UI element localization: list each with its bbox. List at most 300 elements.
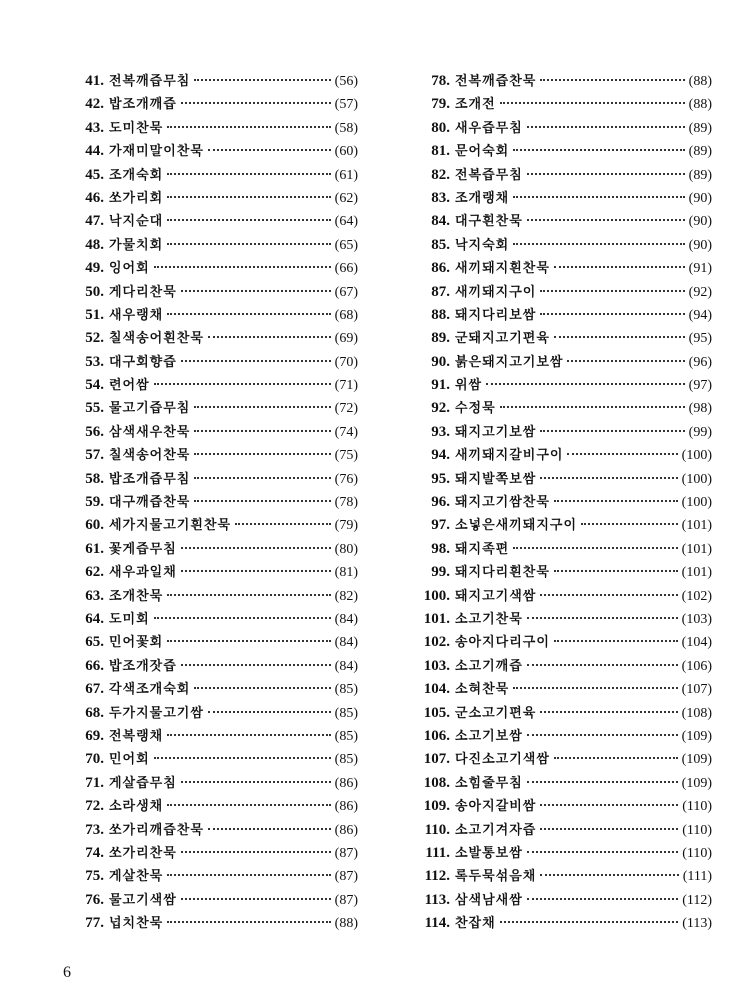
entry-page: (58) [334,120,358,136]
dot-leader [540,828,678,830]
toc-entry [414,702,712,725]
entry-title: 조개찬묵 [109,588,164,604]
toc-entry [68,491,358,514]
toc-entry [414,561,712,584]
entry-page: (82) [334,588,358,604]
entry-title: 소라생채 [109,799,164,815]
entry-page: (68) [334,307,358,323]
entry-page: (72) [334,401,358,417]
entry-title: 송아지다리구이 [455,635,550,651]
dot-leader [513,687,677,689]
entry-page: (61) [334,167,358,183]
dot-leader [167,594,330,596]
entry-title: 전복랭채 [109,728,164,744]
entry-page: (88) [334,916,358,932]
toc-entry [68,514,358,537]
entry-number: 44. [85,143,104,160]
dot-leader [527,617,678,619]
entry-number: 68. [85,704,104,721]
entry-number: 70. [85,751,104,768]
dot-leader [554,266,685,268]
entry-title: 군소고기편육 [455,705,537,721]
toc-entry [414,397,712,420]
entry-page: (69) [334,331,358,347]
entry-page: (87) [334,892,358,908]
entry-title: 잉어회 [109,261,150,277]
entry-number: 109. [423,798,450,815]
dot-leader [181,102,331,104]
entry-title: 전복깨즙찬묵 [455,74,537,89]
entry-title: 군돼지고기편육 [455,331,550,347]
entry-number: 46. [85,189,104,206]
entry-title: 돼지고기보쌈 [455,424,537,440]
entry-number: 89. [431,330,450,347]
entry-number: 100. [423,587,450,604]
entry-title: 쏘가리회 [109,190,164,206]
toc-entry [414,210,712,233]
entry-title: 소넣은새끼돼지구이 [455,518,578,534]
entry-page: (74) [334,424,358,440]
entry-title: 수정묵 [455,401,496,417]
entry-number: 85. [431,236,450,253]
entry-page: (91) [688,261,712,277]
entry-number: 82. [431,166,450,183]
toc-entry [414,468,712,491]
dot-leader [500,406,685,408]
entry-page: (67) [334,284,358,300]
entry-page: (57) [334,97,358,113]
entry-title: 밥조개즙무침 [109,471,191,487]
entry-title: 세가지물고기흰찬묵 [109,518,232,534]
entry-number: 58. [85,470,104,487]
dot-leader [554,757,678,759]
entry-number: 60. [85,517,104,534]
dot-leader [527,173,685,175]
entry-number: 87. [431,283,450,300]
toc-entry [68,912,358,935]
entry-number: 77. [85,915,104,932]
dot-leader [167,243,330,245]
dot-leader [194,477,330,479]
toc-entry [414,585,712,608]
entry-number: 95. [431,470,450,487]
dot-leader [554,570,678,572]
entry-page: (87) [334,845,358,861]
entry-number: 42. [85,96,104,113]
dot-leader [500,921,679,923]
entry-title: 물고기즙무침 [109,401,191,417]
entry-number: 102. [423,634,450,651]
entry-page: (75) [334,448,358,464]
entry-title: 새끼돼지갈비구이 [455,448,564,464]
toc-entry [68,421,358,444]
entry-number: 51. [85,306,104,323]
toc-left-column [68,70,358,935]
dot-leader [181,664,331,666]
entry-title: 조개전 [455,97,496,113]
entry-page: (84) [334,635,358,651]
entry-title: 물고기색쌈 [109,892,177,908]
entry-title: 문어숙회 [455,144,510,160]
toc-entry [414,772,712,795]
entry-number: 49. [85,260,104,277]
dot-leader [581,523,678,525]
toc-entry [68,865,358,888]
entry-title: 게다리찬묵 [109,284,177,300]
dot-leader [527,219,685,221]
toc-entry [414,819,712,842]
entry-page: (60) [334,144,358,160]
toc-entry [68,678,358,701]
toc-entry [68,187,358,210]
toc-entry [68,281,358,304]
dot-leader [513,149,684,151]
entry-number: 79. [431,96,450,113]
toc-entry [68,889,358,912]
entry-page: (88) [688,97,712,113]
entry-number: 67. [85,681,104,698]
toc-entry [68,397,358,420]
dot-leader [181,781,331,783]
toc-entry [68,93,358,116]
entry-page: (99) [688,424,712,440]
entry-number: 78. [431,73,450,89]
toc-entry [414,655,712,678]
entry-number: 72. [85,798,104,815]
dot-leader [527,898,678,900]
entry-page: (62) [334,190,358,206]
entry-title: 록두묵섞음채 [455,869,537,885]
toc-entry [68,702,358,725]
dot-leader [486,383,685,385]
entry-number: 105. [423,704,450,721]
entry-page: (96) [688,354,712,370]
toc-entry [68,561,358,584]
entry-title: 전복깨즙무침 [109,74,191,89]
entry-page: (98) [688,401,712,417]
entry-page: (85) [334,682,358,698]
entry-page: (101) [681,565,712,581]
toc-entry [68,725,358,748]
dot-leader [540,290,684,292]
entry-number: 55. [85,400,104,417]
entry-title: 게살찬묵 [109,869,164,885]
entry-page: (92) [688,284,712,300]
dot-leader [527,781,678,783]
entry-page: (80) [334,541,358,557]
entry-number: 56. [85,423,104,440]
entry-title: 새끼돼지구이 [455,284,537,300]
entry-title: 돼지발쪽보쌈 [455,471,537,487]
toc-entry [68,585,358,608]
entry-number: 101. [423,610,450,627]
entry-title: 소혀찬묵 [455,682,510,698]
dot-leader [540,313,684,315]
toc-entry [68,655,358,678]
dot-leader [527,664,678,666]
dot-leader [181,547,331,549]
toc-entry [414,538,712,561]
entry-title: 밥조개잣즙 [109,658,177,674]
toc-entry [414,444,712,467]
entry-number: 104. [423,681,450,698]
entry-number: 112. [424,868,450,885]
dot-leader [167,921,330,923]
entry-page: (109) [681,775,712,791]
toc-entry [414,351,712,374]
entry-title: 꽃게즙무침 [109,541,177,557]
entry-title: 대구흰찬묵 [455,214,523,230]
entry-page: (102) [681,588,712,604]
entry-page: (84) [334,611,358,627]
entry-title: 삼색새우찬묵 [109,424,191,440]
entry-title: 송아지갈비쌈 [455,799,537,815]
toc-entry [68,608,358,631]
dot-leader [540,874,678,876]
entry-title: 조개숙회 [109,167,164,183]
entry-title: 두가지물고기쌈 [109,705,204,721]
dot-leader [167,219,330,221]
toc-entry [68,327,358,350]
entry-page: (64) [334,214,358,230]
toc-entry [68,234,358,257]
toc-entry [68,538,358,561]
entry-page: (107) [681,682,712,698]
dot-leader [154,617,331,619]
toc-entry [414,327,712,350]
entry-page: (89) [688,144,712,160]
entry-title: 도미회 [109,611,150,627]
dot-leader [181,290,331,292]
entry-title: 새우과일채 [109,565,177,581]
entry-page: (90) [688,237,712,253]
entry-page: (66) [334,261,358,277]
entry-page: (79) [334,518,358,534]
entry-number: 45. [85,166,104,183]
dot-leader [527,734,678,736]
entry-page: (89) [688,120,712,136]
entry-page: (89) [688,167,712,183]
dot-leader [540,594,677,596]
dot-leader [181,570,331,572]
entry-number: 113. [424,891,450,908]
entry-number: 108. [423,774,450,791]
dot-leader [554,500,678,502]
entry-number: 74. [85,844,104,861]
toc-entry [414,140,712,163]
entry-number: 98. [431,540,450,557]
entry-number: 64. [85,610,104,627]
entry-page: (113) [682,916,712,932]
dot-leader [567,360,684,362]
toc-entry [414,257,712,280]
dot-leader [167,313,330,315]
entry-page: (101) [681,518,712,534]
toc-entry [414,70,712,93]
toc-right-column [414,70,712,935]
entry-number: 50. [85,283,104,300]
entry-page: (84) [334,658,358,674]
entry-number: 88. [431,306,450,323]
dot-leader [194,79,330,81]
toc-entry [414,678,712,701]
dot-leader [208,711,331,713]
entry-page: (111) [682,869,712,885]
entry-page: (90) [688,214,712,230]
entry-page: (106) [681,658,712,674]
entry-title: 돼지다리보쌈 [455,307,537,323]
dot-leader [154,757,331,759]
entry-title: 게살즙무침 [109,775,177,791]
entry-number: 114. [424,915,450,932]
dot-leader [194,687,330,689]
entry-number: 52. [85,330,104,347]
entry-title: 도미찬묵 [109,120,164,136]
dot-leader [527,126,685,128]
entry-number: 107. [423,751,450,768]
entry-page: (94) [688,307,712,323]
entry-title: 전복즙무침 [455,167,523,183]
entry-title: 새끼돼지흰찬묵 [455,261,550,277]
entry-number: 90. [431,353,450,370]
dot-leader [167,126,330,128]
entry-page: (86) [334,799,358,815]
entry-page: (110) [682,799,712,815]
entry-page: (85) [334,728,358,744]
toc-entry [68,257,358,280]
entry-number: 80. [431,119,450,136]
toc-entry [68,210,358,233]
entry-title: 돼지고기쌈찬묵 [455,495,550,511]
entry-page: (88) [688,74,712,89]
dot-leader [208,336,331,338]
dot-leader [181,851,331,853]
toc-entry [414,514,712,537]
entry-page: (86) [334,822,358,838]
entry-number: 76. [85,891,104,908]
toc-entry [414,842,712,865]
entry-title: 소고기보쌈 [455,728,523,744]
toc-entry [414,374,712,397]
toc-entry [414,421,712,444]
entry-number: 71. [85,774,104,791]
entry-number: 41. [85,73,104,89]
entry-page: (56) [334,74,358,89]
entry-number: 97. [431,517,450,534]
entry-title: 돼지족편 [455,541,510,557]
entry-number: 69. [85,727,104,744]
toc-entry [68,772,358,795]
dot-leader [540,430,684,432]
entry-number: 47. [85,213,104,230]
entry-number: 65. [85,634,104,651]
toc-entry [68,444,358,467]
entry-title: 붉은돼지고기보쌈 [455,354,564,370]
toc-entry [414,608,712,631]
entry-page: (95) [688,331,712,347]
entry-title: 칠색송어흰찬묵 [109,331,204,347]
entry-title: 소고기깨즙 [455,658,523,674]
dot-leader [167,196,330,198]
entry-title: 가재미말이찬묵 [109,144,204,160]
entry-number: 93. [431,423,450,440]
entry-page: (108) [681,705,712,721]
toc-entry [68,304,358,327]
entry-title: 소힘줄무침 [455,775,523,791]
entry-number: 91. [431,377,450,394]
dot-leader [167,874,330,876]
dot-leader [554,640,678,642]
toc-entry [68,164,358,187]
entry-title: 돼지다리흰찬묵 [455,565,550,581]
dot-leader [181,898,331,900]
entry-number: 59. [85,494,104,511]
dot-leader [567,453,677,455]
dot-leader [194,430,330,432]
dot-leader [540,79,684,81]
entry-page: (97) [688,378,712,394]
dot-leader [208,149,331,151]
toc-entry [414,491,712,514]
entry-number: 48. [85,236,104,253]
dot-leader [194,406,330,408]
entry-title: 다진소고기색쌈 [455,752,550,768]
toc-entry [68,631,358,654]
entry-number: 106. [423,727,450,744]
dot-leader [540,804,678,806]
entry-number: 86. [431,260,450,277]
entry-number: 111. [425,844,450,861]
toc-entry [414,631,712,654]
entry-title: 련어쌈 [109,378,150,394]
page-number: 6 [63,964,71,981]
entry-page: (87) [334,869,358,885]
dot-leader [194,453,330,455]
entry-number: 81. [431,143,450,160]
entry-page: (110) [682,845,712,861]
entry-number: 62. [85,564,104,581]
entry-page: (76) [334,471,358,487]
entry-title: 각색조개숙회 [109,682,191,698]
toc-entry [414,304,712,327]
toc-entry [68,374,358,397]
dot-leader [513,243,684,245]
entry-page: (71) [334,378,358,394]
entry-page: (85) [334,752,358,768]
entry-title: 칠색송어찬묵 [109,448,191,464]
entry-page: (81) [334,565,358,581]
dot-leader [154,266,331,268]
toc-entry [414,164,712,187]
toc-entry [414,234,712,257]
dot-leader [154,383,331,385]
toc-entry [414,889,712,912]
entry-title: 소발통보쌈 [455,845,523,861]
entry-page: (100) [681,471,712,487]
dot-leader [167,173,330,175]
entry-title: 낙지숙회 [455,237,510,253]
entry-page: (103) [681,611,712,627]
entry-title: 쏘가리깨즙찬묵 [109,822,204,838]
entry-number: 73. [85,821,104,838]
entry-number: 83. [431,189,450,206]
dot-leader [540,711,677,713]
entry-number: 61. [85,540,104,557]
entry-page: (112) [682,892,712,908]
dot-leader [500,102,685,104]
dot-leader [235,523,331,525]
entry-number: 57. [85,447,104,464]
